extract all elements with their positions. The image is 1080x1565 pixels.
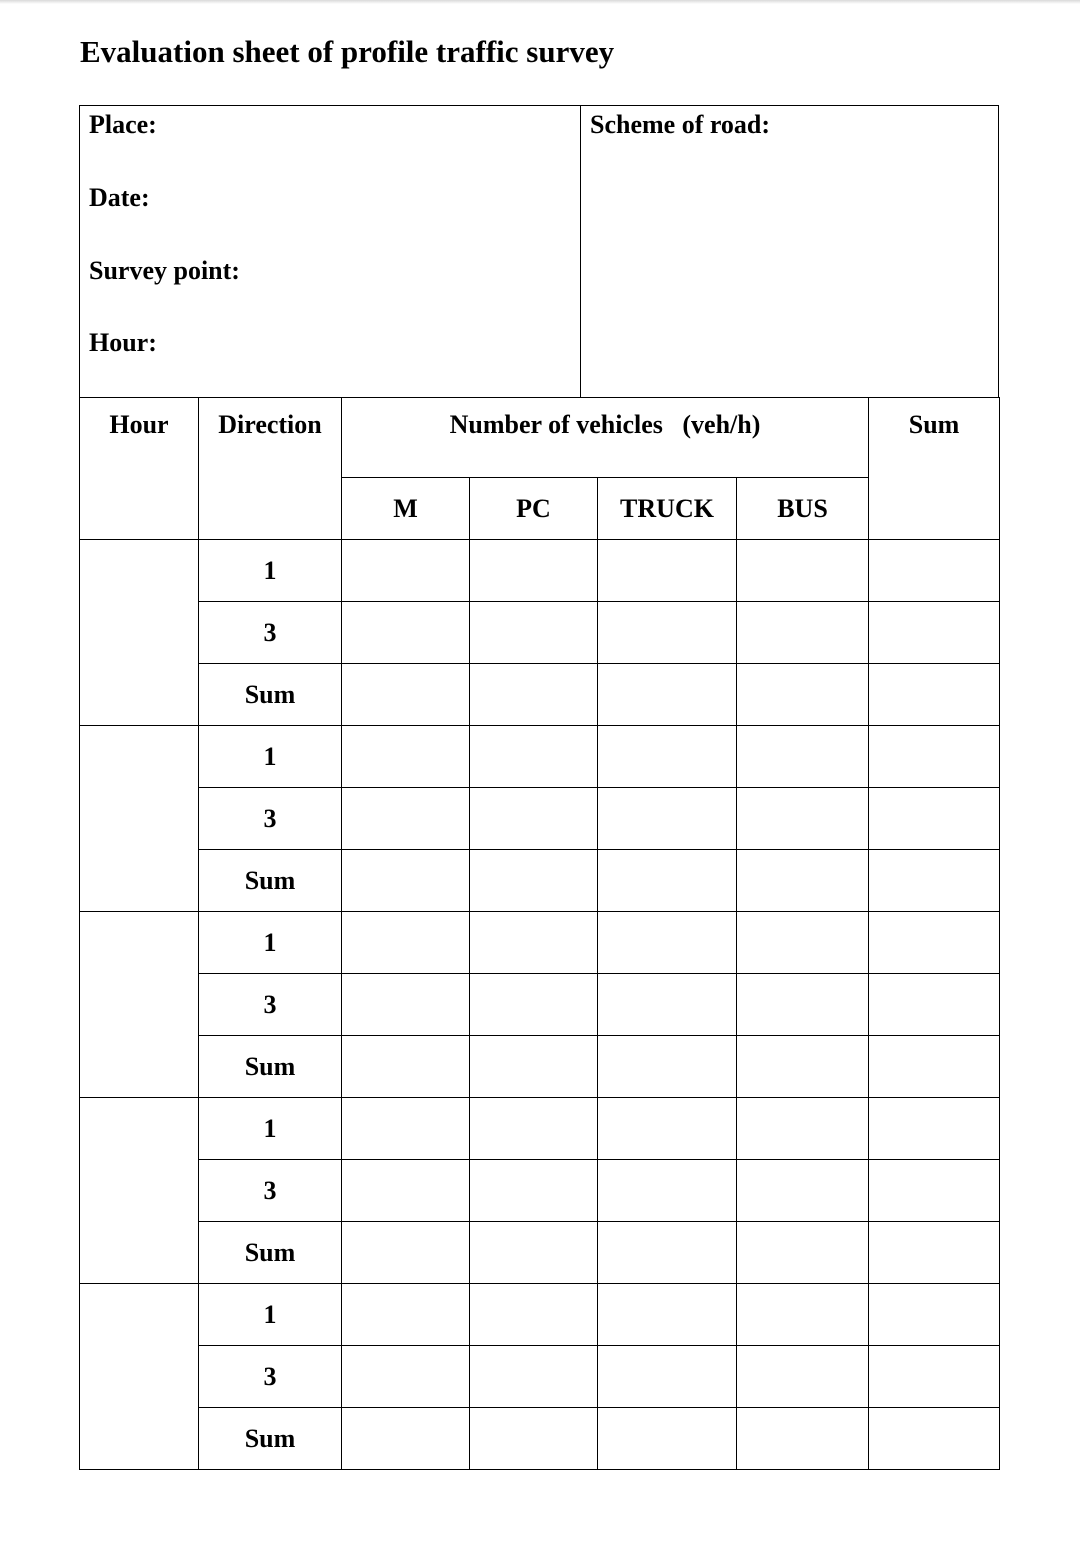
row-sum-cell[interactable] bbox=[869, 540, 1000, 602]
pc-count-cell[interactable] bbox=[470, 664, 598, 726]
bus-count-cell[interactable] bbox=[737, 726, 869, 788]
bus-count-cell[interactable] bbox=[737, 540, 869, 602]
pc-count-cell[interactable] bbox=[470, 540, 598, 602]
m-count-cell[interactable] bbox=[342, 602, 470, 664]
table-row bbox=[80, 1222, 1000, 1284]
bus-count-cell[interactable] bbox=[737, 602, 869, 664]
table-row bbox=[80, 850, 1000, 912]
pc-count-cell[interactable] bbox=[470, 1408, 598, 1470]
m-count-cell[interactable] bbox=[342, 1036, 470, 1098]
row-sum-cell[interactable] bbox=[869, 912, 1000, 974]
row-sum-cell[interactable] bbox=[869, 1346, 1000, 1408]
bus-count-cell[interactable] bbox=[737, 1098, 869, 1160]
vehicles-column-header bbox=[342, 398, 869, 478]
row-sum-cell[interactable] bbox=[869, 726, 1000, 788]
scheme-of-road-label: Scheme of road: bbox=[590, 110, 771, 139]
direction-cell: Sum bbox=[199, 1036, 342, 1098]
table-row bbox=[80, 540, 1000, 602]
truck-count-cell[interactable] bbox=[598, 1098, 737, 1160]
pc-count-cell[interactable] bbox=[470, 1036, 598, 1098]
row-sum-cell[interactable] bbox=[869, 788, 1000, 850]
table-row bbox=[80, 1284, 1000, 1346]
m-count-cell[interactable] bbox=[342, 912, 470, 974]
bus-count-cell[interactable] bbox=[737, 974, 869, 1036]
m-count-cell[interactable] bbox=[342, 726, 470, 788]
m-count-cell[interactable] bbox=[342, 1222, 470, 1284]
truck-count-cell[interactable] bbox=[598, 664, 737, 726]
direction-cell: 3 bbox=[199, 974, 342, 1036]
row-sum-cell[interactable] bbox=[869, 1098, 1000, 1160]
table-row bbox=[80, 1346, 1000, 1408]
truck-count-cell[interactable] bbox=[598, 1222, 737, 1284]
vehicle-type-m-header: M bbox=[342, 478, 470, 540]
date-label: Date: bbox=[89, 183, 150, 212]
table-row bbox=[80, 1036, 1000, 1098]
m-count-cell[interactable] bbox=[342, 974, 470, 1036]
m-count-cell[interactable] bbox=[342, 1160, 470, 1222]
page-top-edge bbox=[0, 0, 1080, 4]
m-count-cell[interactable] bbox=[342, 788, 470, 850]
truck-count-cell[interactable] bbox=[598, 912, 737, 974]
hour-cell[interactable] bbox=[80, 912, 199, 1098]
row-sum-cell[interactable] bbox=[869, 1160, 1000, 1222]
bus-count-cell[interactable] bbox=[737, 850, 869, 912]
m-count-cell[interactable] bbox=[342, 1284, 470, 1346]
hour-label: Hour: bbox=[89, 328, 157, 357]
direction-column-header: Direction bbox=[199, 398, 342, 540]
pc-count-cell[interactable] bbox=[470, 912, 598, 974]
hour-cell[interactable] bbox=[80, 1098, 199, 1284]
direction-cell: 1 bbox=[199, 540, 342, 602]
direction-cell: 3 bbox=[199, 1160, 342, 1222]
table-row bbox=[80, 912, 1000, 974]
truck-count-cell[interactable] bbox=[598, 602, 737, 664]
direction-cell: 1 bbox=[199, 1284, 342, 1346]
vehicle-type-truck-header: TRUCK bbox=[598, 478, 737, 540]
row-sum-cell[interactable] bbox=[869, 1222, 1000, 1284]
document-title: Evaluation sheet of profile traffic survey bbox=[80, 34, 615, 69]
m-count-cell[interactable] bbox=[342, 540, 470, 602]
direction-cell: Sum bbox=[199, 1222, 342, 1284]
traffic-count-table bbox=[79, 397, 1000, 1470]
direction-cell: Sum bbox=[199, 1408, 342, 1470]
row-sum-cell[interactable] bbox=[869, 602, 1000, 664]
row-sum-cell[interactable] bbox=[869, 1284, 1000, 1346]
pc-count-cell[interactable] bbox=[470, 602, 598, 664]
hour-cell[interactable] bbox=[80, 726, 199, 912]
row-sum-cell[interactable] bbox=[869, 850, 1000, 912]
m-count-cell[interactable] bbox=[342, 850, 470, 912]
table-row bbox=[80, 602, 1000, 664]
pc-count-cell[interactable] bbox=[470, 850, 598, 912]
bus-count-cell[interactable] bbox=[737, 1346, 869, 1408]
truck-count-cell[interactable] bbox=[598, 1346, 737, 1408]
hour-column-header: Hour bbox=[80, 398, 199, 540]
pc-count-cell[interactable] bbox=[470, 1222, 598, 1284]
row-sum-cell[interactable] bbox=[869, 1036, 1000, 1098]
hour-cell[interactable] bbox=[80, 1284, 199, 1470]
truck-count-cell[interactable] bbox=[598, 1160, 737, 1222]
bus-count-cell[interactable] bbox=[737, 1408, 869, 1470]
pc-count-cell[interactable] bbox=[470, 1284, 598, 1346]
hour-cell[interactable] bbox=[80, 540, 199, 726]
direction-cell: 3 bbox=[199, 602, 342, 664]
direction-cell: 1 bbox=[199, 1098, 342, 1160]
sum-column-header: Sum bbox=[869, 398, 1000, 540]
pc-count-cell[interactable] bbox=[470, 788, 598, 850]
truck-count-cell[interactable] bbox=[598, 850, 737, 912]
table-row bbox=[80, 1098, 1000, 1160]
bus-count-cell[interactable] bbox=[737, 912, 869, 974]
table-row bbox=[80, 726, 1000, 788]
table-row bbox=[80, 664, 1000, 726]
direction-cell: 3 bbox=[199, 1346, 342, 1408]
truck-count-cell[interactable] bbox=[598, 1284, 737, 1346]
info-section bbox=[79, 105, 999, 398]
m-count-cell[interactable] bbox=[342, 664, 470, 726]
pc-count-cell[interactable] bbox=[470, 974, 598, 1036]
vehicle-type-pc-header: PC bbox=[470, 478, 598, 540]
row-sum-cell[interactable] bbox=[869, 1408, 1000, 1470]
table-row bbox=[80, 974, 1000, 1036]
direction-cell: Sum bbox=[199, 850, 342, 912]
truck-count-cell[interactable] bbox=[598, 974, 737, 1036]
vehicle-type-bus-header: BUS bbox=[737, 478, 869, 540]
m-count-cell[interactable] bbox=[342, 1098, 470, 1160]
row-sum-cell[interactable] bbox=[869, 974, 1000, 1036]
bus-count-cell[interactable] bbox=[737, 664, 869, 726]
pc-count-cell[interactable] bbox=[470, 1346, 598, 1408]
pc-count-cell[interactable] bbox=[470, 726, 598, 788]
truck-count-cell[interactable] bbox=[598, 726, 737, 788]
vehicles-header-text: Number of vehicles (veh/h) bbox=[449, 410, 761, 439]
table-row bbox=[80, 788, 1000, 850]
m-count-cell[interactable] bbox=[342, 1346, 470, 1408]
bus-count-cell[interactable] bbox=[737, 788, 869, 850]
direction-cell: 1 bbox=[199, 726, 342, 788]
truck-count-cell[interactable] bbox=[598, 1036, 737, 1098]
bus-count-cell[interactable] bbox=[737, 1222, 869, 1284]
bus-count-cell[interactable] bbox=[737, 1036, 869, 1098]
table-row bbox=[80, 1408, 1000, 1470]
pc-count-cell[interactable] bbox=[470, 1098, 598, 1160]
place-label: Place: bbox=[89, 110, 157, 139]
bus-count-cell[interactable] bbox=[737, 1284, 869, 1346]
direction-cell: 3 bbox=[199, 788, 342, 850]
pc-count-cell[interactable] bbox=[470, 1160, 598, 1222]
survey-point-label: Survey point: bbox=[89, 256, 240, 285]
table-row bbox=[80, 1160, 1000, 1222]
direction-cell: 1 bbox=[199, 912, 342, 974]
direction-cell: Sum bbox=[199, 664, 342, 726]
row-sum-cell[interactable] bbox=[869, 664, 1000, 726]
info-fields bbox=[80, 106, 581, 398]
bus-count-cell[interactable] bbox=[737, 1160, 869, 1222]
truck-count-cell[interactable] bbox=[598, 788, 737, 850]
truck-count-cell[interactable] bbox=[598, 540, 737, 602]
table-body bbox=[80, 540, 1000, 1470]
truck-count-cell[interactable] bbox=[598, 1408, 737, 1470]
m-count-cell[interactable] bbox=[342, 1408, 470, 1470]
